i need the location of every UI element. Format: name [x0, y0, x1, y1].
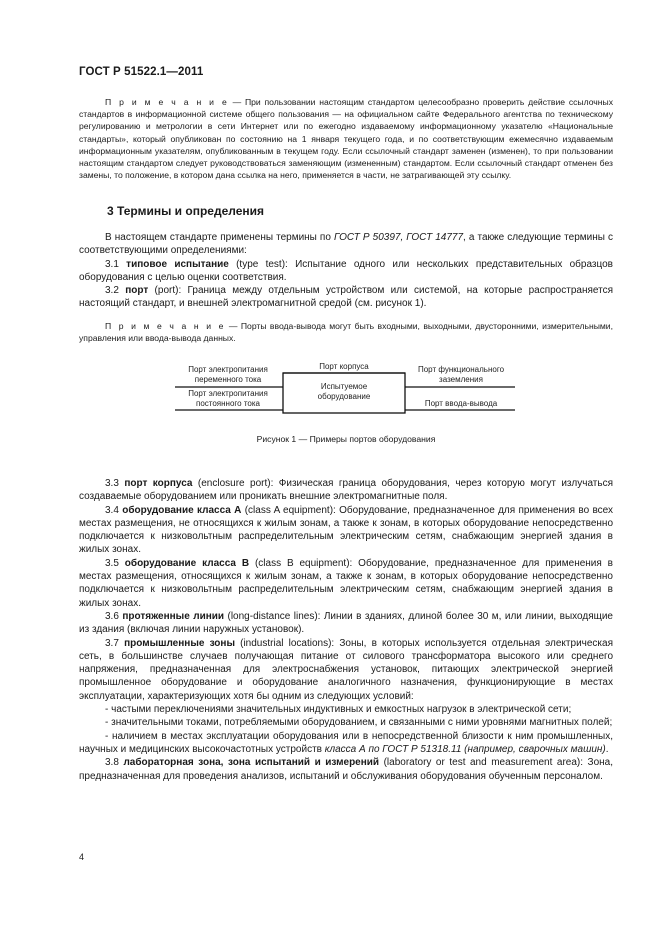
note-references — [79, 96, 613, 181]
bullet-text: - наличием в местах эксплуатации оборудования или в непосредственной близости к ним промышленных, научных и медицинских высокочастотных устройств — [79, 730, 613, 755]
term-3-1 — [79, 258, 613, 285]
section-heading: 3 Термины и определения — [107, 204, 265, 218]
term-number: 3.2 — [105, 285, 126, 297]
term-name: промышленные зоны — [124, 637, 235, 649]
figure-caption: Рисунок 1 — Примеры портов оборудования — [256, 434, 436, 444]
term-3-3 — [79, 477, 613, 504]
document-header: ГОСТ Р 51522.1—2011 — [79, 66, 204, 78]
term-number: 3.4 — [105, 504, 123, 516]
term-3-2 — [79, 284, 613, 311]
term-definition: (industrial locations): Зоны, в которых используется отдельная электрическая сеть, в большинстве случаев получающая питание от силового трансформатора высокого или среднего напряжения, предназначенная для электроснабжения установок, питающих электрической энергией промышленное оборудование и оборудование аналогичного назначения, функционирующие в местах эксплуатации, характеризующих хотя бы одним из следующих условий: — [79, 637, 613, 702]
term-3-8 — [79, 756, 613, 783]
bullet-reference: класса А по ГОСТ Р 51318.11 (например, сварочных машин) — [324, 743, 606, 755]
note-label: П р и м е ч а н и е — [105, 97, 229, 107]
io-port-label: Порт ввода-вывода — [424, 399, 498, 408]
term-name: оборудование класса В — [124, 557, 250, 569]
term-3-7 — [79, 637, 613, 703]
bullet-item: - частыми переключениями значительных индуктивных и емкостных нагрузок в электрической сети; — [105, 704, 572, 716]
term-3-6 — [79, 610, 613, 637]
page-number: 4 — [79, 852, 85, 862]
term-number: 3.1 — [105, 258, 127, 270]
note-text: — При пользовании настоящим стандартом целесообразно проверить действие ссылочных стандартов в информационной системе общего пользования — на официальном сайте Федерального агентства по техническому регулированию и метрологии в сети Интернет или по ежегодно издаваемому информационному указателю «Национальные стандарты», который опубликован по состоянию на 1 января текущего года, и по соответствующим ежемесячно издаваемым информационным указателям, опубликованным в текущем году. Если ссылочный стандарт заменен (изменен), то при пользовании настоящим стандартом следует руководствоваться заменяющим (измененным) стандартом. Если ссылочный стандарт отменен без замены, то положение, в котором дана ссылка на него, применяется в части, не затрагивающей эту ссылку. — [79, 97, 614, 181]
term-definition: (class A equipment): Оборудование, предназначенное для применения во всех местах размещения, не относящихся к жилым зонам, а также к зонам, в которых оборудование непосредственно подключается к низковольтным распределительным электрическим сетям, снабжающим энергией здания в жилых зонах. — [79, 504, 613, 556]
term-number: 3.3 — [105, 478, 125, 489]
term-name: типовое испытание — [126, 258, 229, 270]
term-definition: (long-distance lines): Линии в зданиях, длиной более 30 м, или линии, выходящие из здания (включая линии наружных установок). — [79, 610, 613, 636]
term-name: протяженные линии — [122, 610, 225, 622]
ac-power-port-label: Порт электропитания переменного тока — [188, 365, 268, 384]
intro-text: В настоящем стандарте применены термины по — [105, 232, 334, 243]
dc-power-port-label: Порт электропитания постоянного тока — [188, 389, 268, 408]
bullet-text-end: . — [605, 743, 609, 755]
term-name: порт корпуса — [124, 478, 193, 489]
terms-block-1 — [79, 231, 613, 311]
terms-block-2 — [79, 477, 613, 783]
term-definition: (enclosure port): Физическая граница оборудования, через которую могут излучаться создаваемые оборудованием или проникать внешние электромагнитные поля. — [79, 478, 613, 503]
note-label: П р и м е ч а н и е — [105, 321, 226, 331]
term-definition: (class B equipment): Оборудование, предназначенное для применения в местах размещения, относящихся к жилым зонам, а также к зонам, в которых оборудование непосредственно подключается к низковольтным распределительным электрическим сетям, снабжающим энергией здания в жилых зонах. — [79, 557, 613, 609]
term-name: порт — [125, 285, 149, 297]
bullet-item — [79, 730, 613, 757]
term-number: 3.5 — [105, 557, 125, 569]
bullet-item: - значительными токами, потребляемыми оборудованием, и связанными с ними уровнями магнитных полей; — [105, 717, 613, 729]
earth-port-label: Порт функционального заземления — [417, 365, 505, 384]
note-text: — Порты ввода-вывода могут быть входными, выходными, двусторонними, измерительными, управления или ввода-вывода данных. — [79, 321, 613, 344]
intro-reference: ГОСТ Р 50397, ГОСТ 14777 — [333, 232, 464, 243]
intro-paragraph — [79, 231, 613, 258]
term-3-5 — [79, 557, 613, 610]
term-number: 3.8 — [105, 757, 124, 769]
equipment-under-test-label: Испытуемое оборудование — [317, 382, 371, 401]
term-number: 3.7 — [105, 637, 125, 649]
term-number: 3.6 — [105, 610, 123, 622]
term-definition: (type test): Испытание одного или нескольких представительных образцов оборудования с целью оценки соответствия. — [79, 258, 613, 283]
enclosure-port-label: Порт корпуса — [319, 362, 369, 371]
note-ports — [79, 320, 613, 344]
term-name: оборудование класса А — [122, 504, 242, 516]
intro-text-end: , а также следующие термины с соответствующими определениями: — [79, 232, 613, 257]
term-definition: (laboratory or test and measurement area): Зона, предназначенная для проведения анализов, испытаний и обслуживания оборудования обученным персоналом. — [79, 757, 613, 782]
term-3-4 — [79, 504, 613, 557]
figure-ports-diagram — [175, 358, 520, 428]
term-name: лабораторная зона, зона испытаний и измерений — [123, 757, 380, 769]
term-definition: (port): Граница между отдельным устройством или системой, на которые распространяется настоящий стандарт, и внешней электромагнитной средой (см. рисунок 1). — [79, 285, 613, 310]
